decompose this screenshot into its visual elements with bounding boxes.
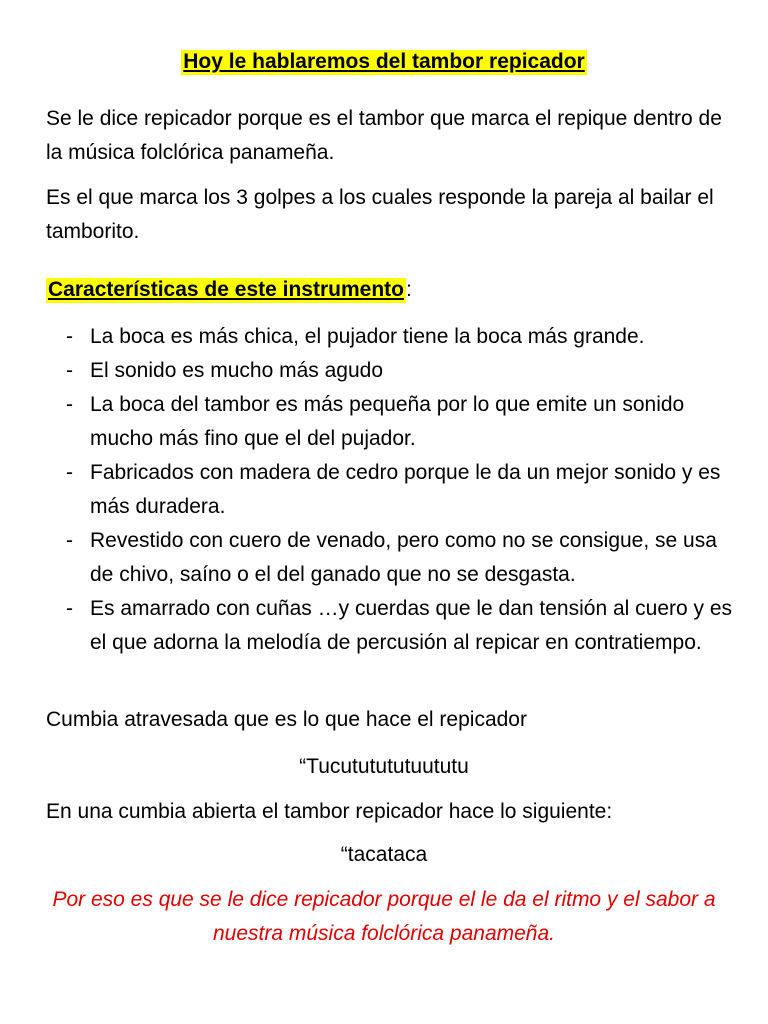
golpes-paragraph: Es el que marca los 3 golpes a los cuales responde la pareja al bailar el tamborito.	[46, 186, 714, 243]
list-item	[46, 592, 736, 660]
document-title	[0, 50, 768, 74]
bullet-dash: -	[66, 359, 73, 382]
title-highlight: Hoy le hablaremos del tambor repicador	[183, 50, 585, 73]
cumbia-abierta-line: En una cumbia abierta el tambor repicador hace lo siguiente:	[46, 800, 613, 823]
intro-paragraph: Se le dice repicador porque es el tambor que marca el repique dentro de la música folclórica panameña.	[46, 107, 722, 164]
bullet-dash: -	[66, 597, 73, 620]
list-item-text: Fabricados con madera de cedro porque le da un mejor sonido y es más duradera.	[90, 461, 721, 518]
list-item-text: Es amarrado con cuñas …y cuerdas que le dan tensión al cuero y es el que adorna la melodía de percusión al repicar en contratiempo.	[90, 597, 733, 654]
list-item	[46, 354, 736, 388]
list-item-text: El sonido es mucho más agudo	[90, 359, 384, 382]
list-item-text: Revestido con cuero de venado, pero como no se consigue, se usa de chivo, saíno o el del ganado que no se desgasta.	[90, 529, 717, 586]
bullet-dash: -	[66, 325, 73, 348]
list-item	[46, 456, 736, 524]
closing-statement: Por eso es que se le dice repicador porque el le da el ritmo y el sabor a nuestra música folclórica panameña.	[52, 888, 716, 945]
sound-abierta: “tacataca	[340, 843, 428, 866]
bullet-dash: -	[66, 529, 73, 552]
list-item	[46, 388, 736, 456]
cumbia-atravesada-line: Cumbia atravesada que es lo que hace el repicador	[46, 708, 527, 731]
section-heading-text: Características de este instrumento	[48, 278, 404, 301]
list-item-text: La boca del tambor es más pequeña por lo que emite un sonido mucho más fino que el del pujador.	[90, 393, 685, 450]
sound-atravesada: “Tucututututuututu	[299, 755, 469, 778]
characteristics-list	[46, 320, 736, 660]
list-item	[46, 320, 736, 354]
list-item-text: La boca es más chica, el pujador tiene la boca más grande.	[90, 325, 645, 348]
list-item	[46, 524, 736, 592]
bullet-dash: -	[66, 461, 73, 484]
bullet-dash: -	[66, 393, 73, 416]
section-heading	[46, 278, 412, 302]
section-heading-colon: :	[405, 278, 412, 301]
